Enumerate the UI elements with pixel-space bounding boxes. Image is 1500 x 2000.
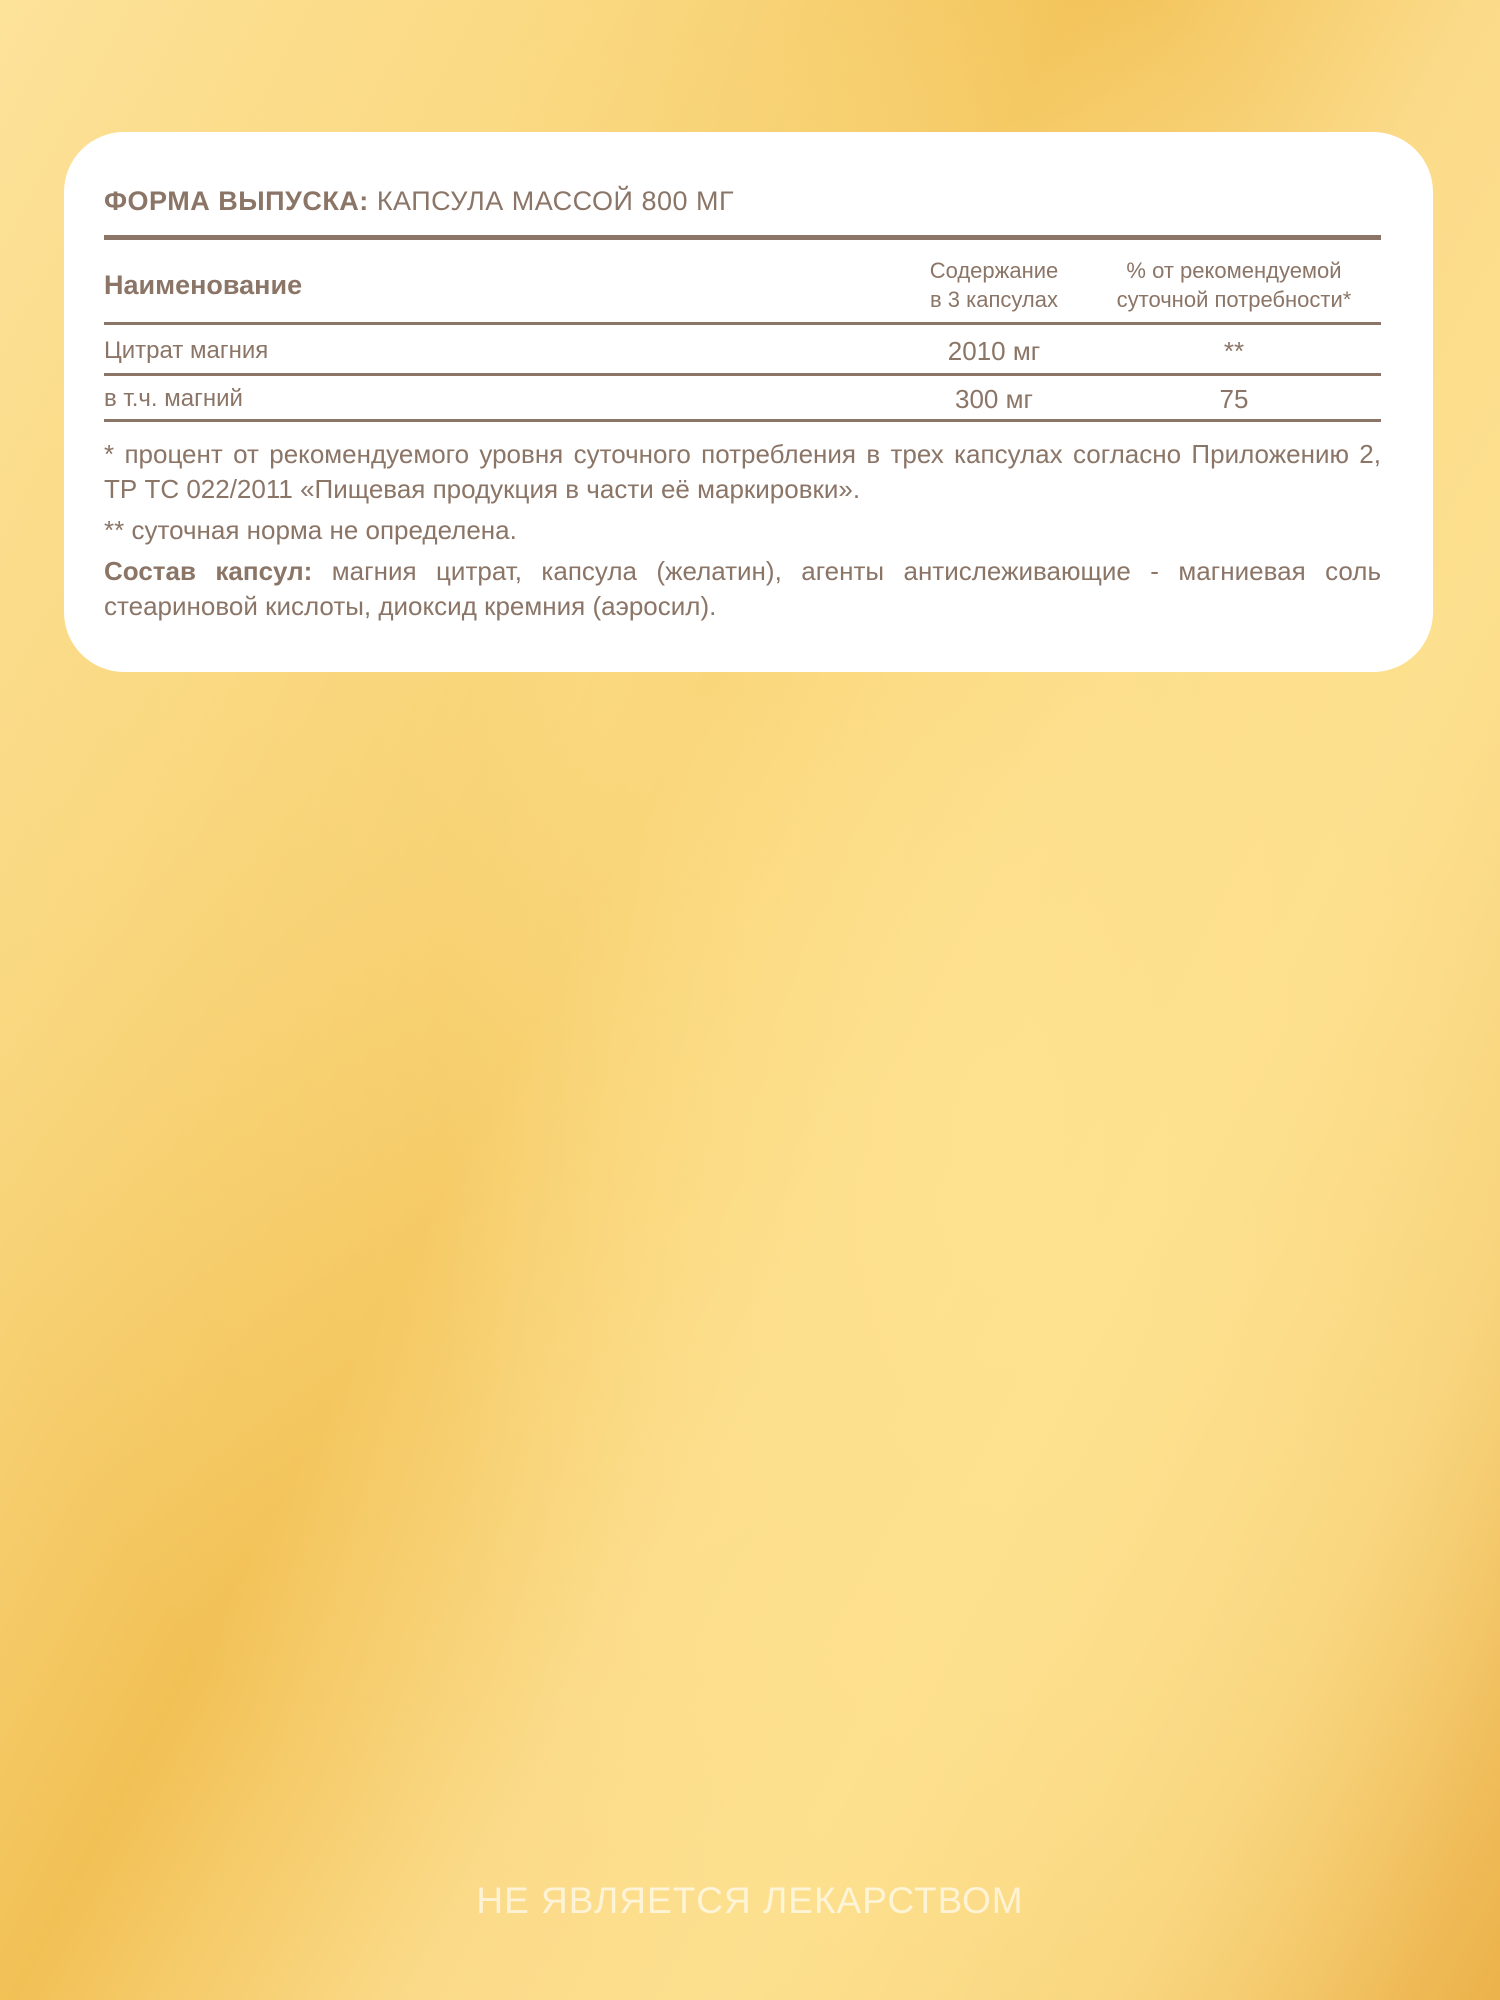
footnote-norm-undefined: ** суточная норма не определена. <box>104 515 517 545</box>
release-form-label: ФОРМА ВЫПУСКА: <box>104 186 369 216</box>
header-content-line1: Содержание <box>929 258 1059 283</box>
header-content-line2: в 3 капсулах <box>930 287 1058 312</box>
footnote-daily-percent: * процент от рекомендуемого уровня суточного потребления в трех капсулах согласно Приложению 2, ТР ТС 022/2011 «Пищевая продукция в части её маркировки». <box>104 439 1381 504</box>
supplement-info-card <box>64 132 1433 672</box>
footnotes <box>104 437 1381 624</box>
row-0-amount: 2010 мг <box>947 336 1041 366</box>
release-form-value: КАПСУЛА МАССОЙ 800 МГ <box>376 186 735 216</box>
header-percent-line1: % от рекомендуемой <box>1126 258 1342 283</box>
row-1-percent: 75 <box>1219 384 1249 414</box>
composition-label: Состав капсул: <box>104 556 313 586</box>
composition-text: магния цитрат, капсула (желатин), агенты антислеживающие - магниевая соль стеариновой кислоты, диоксид кремния (аэросил). <box>104 556 1381 621</box>
row-1-name: в т.ч. магний <box>104 385 243 412</box>
row-0-name: Цитрат магния <box>104 337 269 364</box>
header-bottom-rule <box>104 322 1381 325</box>
capsule-composition <box>104 554 1381 624</box>
row-1-amount: 300 мг <box>955 384 1033 414</box>
header-name: Наименование <box>104 270 303 300</box>
row-0-percent: ** <box>1223 336 1245 366</box>
not-a-medicine-disclaimer: НЕ ЯВЛЯЕТСЯ ЛЕКАРСТВОМ <box>476 1880 1024 1921</box>
header-percent <box>1074 256 1394 314</box>
table-bottom-rule <box>104 419 1381 422</box>
header-percent-line2: суточной потребности* <box>1116 287 1352 312</box>
table-top-rule <box>104 235 1381 240</box>
release-form <box>104 186 734 217</box>
row-divider <box>104 373 1381 376</box>
